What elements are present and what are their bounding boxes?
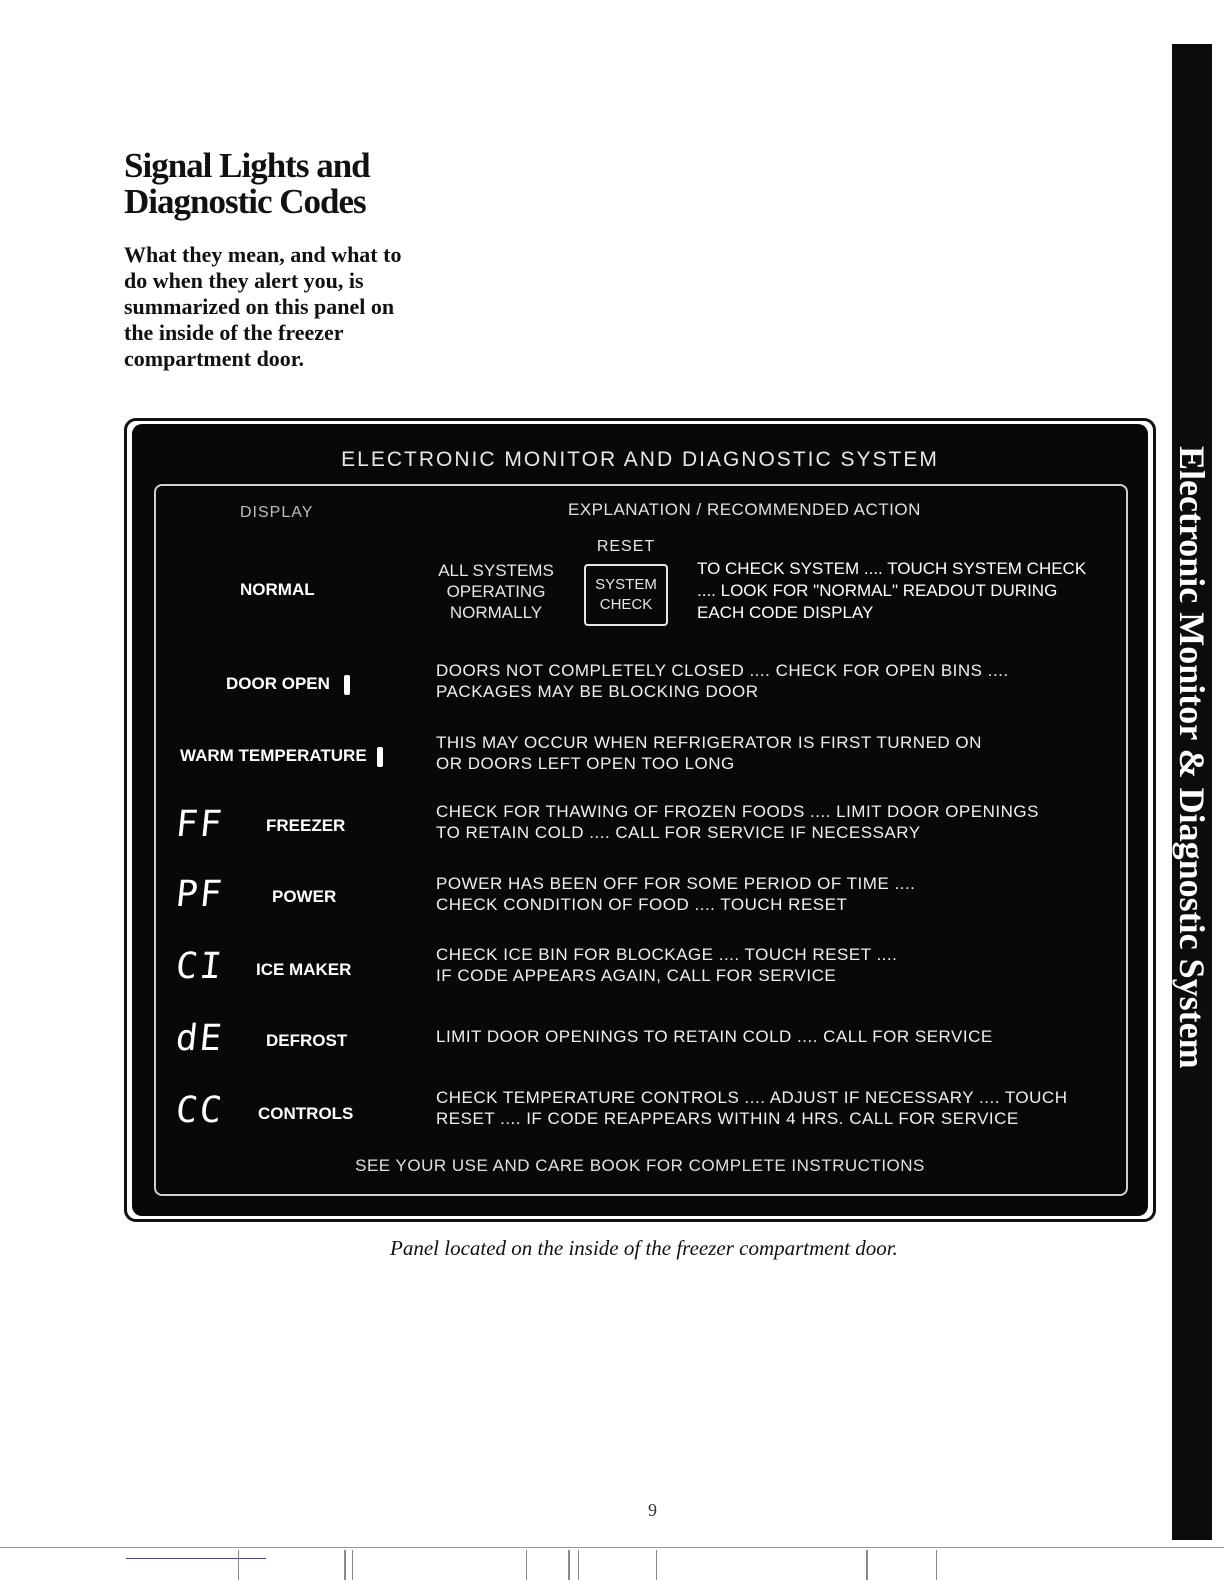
controls-label: CONTROLS (258, 1104, 354, 1123)
scan-mark (526, 1550, 527, 1580)
display-column-header: DISPLAY (240, 504, 314, 521)
heading-line-1: Signal Lights and (124, 146, 370, 185)
scan-mark (866, 1550, 868, 1580)
door-open-indicator-light (344, 675, 350, 695)
freezer-explanation (436, 801, 1126, 843)
normal-status-text: ALL SYSTEMS OPERATING NORMALLY (438, 561, 554, 622)
ice-maker-line-1: CHECK ICE BIN FOR BLOCKAGE .... TOUCH RESET .... (436, 945, 898, 964)
warm-temperature-indicator-light (377, 747, 383, 767)
panel-footer-note: SEE YOUR USE AND CARE BOOK FOR COMPLETE INSTRUCTIONS (355, 1156, 925, 1175)
page-number: 9 (648, 1500, 657, 1520)
controls-line-2: RESET .... IF CODE REAPPEARS WITHIN 4 HRS. CALL FOR SERVICE (436, 1109, 1019, 1128)
intro-text: What they mean, and what to do when they alert you, is summarized on this panel on the inside of the freezer compartment door. (124, 242, 402, 371)
code-de: dE (173, 1018, 226, 1059)
heading-line-2: Diagnostic Codes (124, 182, 366, 221)
side-tab-label: Electronic Monitor & Diagnostic System (1172, 446, 1212, 1069)
code-ci: CI (173, 946, 226, 987)
scan-mark (344, 1550, 346, 1580)
freezer-line-1: CHECK FOR THAWING OF FROZEN FOODS .... LIMIT DOOR OPENINGS (436, 802, 1039, 821)
normal-label: NORMAL (240, 580, 315, 599)
code-pf: PF (173, 874, 226, 915)
panel-caption: Panel located on the inside of the freezer compartment door. (390, 1236, 898, 1260)
defrost-line-1: LIMIT DOOR OPENINGS TO RETAIN COLD .... CALL FOR SERVICE (436, 1027, 993, 1046)
warm-temperature-explanation (436, 732, 1126, 774)
defrost-label: DEFROST (266, 1031, 348, 1050)
door-open-explanation (436, 660, 1126, 702)
system-check-line-2: CHECK (599, 596, 653, 613)
scan-mark (578, 1550, 579, 1580)
power-line-2: CHECK CONDITION OF FOOD .... TOUCH RESET (436, 895, 848, 914)
scan-mark (656, 1550, 657, 1580)
scan-mark (568, 1550, 570, 1580)
warm-temperature-text: WARM TEMPERATURE (180, 746, 367, 765)
warm-temperature-line-1: THIS MAY OCCUR WHEN REFRIGERATOR IS FIRST TURNED ON (436, 733, 982, 752)
code-cc: CC (173, 1090, 226, 1131)
power-label: POWER (272, 887, 337, 906)
freezer-line-2: TO RETAIN COLD .... CALL FOR SERVICE IF NECESSARY (436, 823, 921, 842)
ice-maker-label: ICE MAKER (256, 960, 352, 979)
warm-temperature-line-2: OR DOORS LEFT OPEN TOO LONG (436, 754, 735, 773)
controls-line-1: CHECK TEMPERATURE CONTROLS .... ADJUST IF NECESSARY .... TOUCH (436, 1088, 1068, 1107)
bottom-rule (0, 1547, 1224, 1548)
defrost-explanation (436, 1026, 1126, 1047)
system-check-line-1: SYSTEM (595, 576, 657, 593)
door-open-line-1: DOORS NOT COMPLETELY CLOSED .... CHECK FOR OPEN BINS .... (436, 661, 1009, 680)
controls-explanation (436, 1087, 1126, 1129)
scan-mark-blue (126, 1558, 266, 1559)
page-heading (124, 148, 370, 220)
door-open-line-2: PACKAGES MAY BE BLOCKING DOOR (436, 682, 759, 701)
code-ff: FF (173, 804, 226, 845)
explanation-column-header: EXPLANATION / RECOMMENDED ACTION (568, 500, 921, 519)
door-open-text: DOOR OPEN (226, 674, 330, 693)
ice-maker-line-2: IF CODE APPEARS AGAIN, CALL FOR SERVICE (436, 966, 837, 985)
warm-temperature-label (180, 746, 383, 767)
reset-label: RESET (596, 538, 656, 555)
door-open-label (226, 674, 350, 695)
normal-action-text: TO CHECK SYSTEM .... TOUCH SYSTEM CHECK .... LOOK FOR "NORMAL" READOUT DURING EACH CODE DISPLAY (697, 559, 1087, 622)
scan-mark (352, 1550, 353, 1580)
power-line-1: POWER HAS BEEN OFF FOR SOME PERIOD OF TIME .... (436, 874, 916, 893)
panel-title: ELECTRONIC MONITOR AND DIAGNOSTIC SYSTEM (341, 448, 939, 471)
ice-maker-explanation (436, 944, 1126, 986)
diagnostic-panel (132, 424, 1148, 1216)
power-explanation (436, 873, 1126, 915)
scan-mark (238, 1550, 239, 1580)
freezer-label: FREEZER (266, 816, 346, 835)
system-check-button[interactable] (584, 564, 668, 626)
scan-mark (936, 1550, 937, 1580)
